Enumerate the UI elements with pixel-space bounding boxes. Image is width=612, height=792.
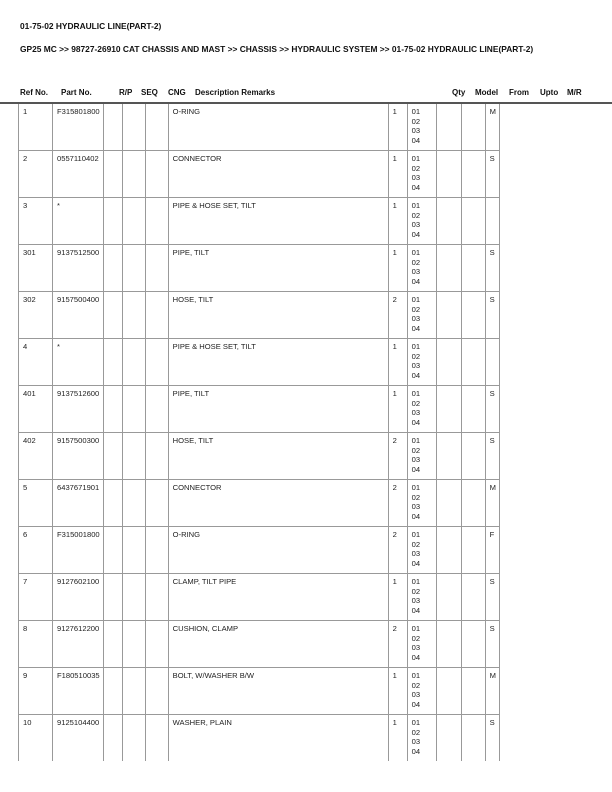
model-cell [407, 574, 436, 621]
description-cell: BOLT, W/WASHER B/W [168, 668, 388, 715]
part-no-cell: 9157500400 [53, 292, 104, 339]
header-qty: Qty [452, 88, 466, 97]
ref-cell: 10 [19, 715, 53, 762]
from-cell [436, 386, 461, 433]
description-cell: PIPE & HOSE SET, TILT [168, 339, 388, 386]
seq-cell [122, 574, 145, 621]
table-row [19, 527, 500, 574]
table-row [19, 668, 500, 715]
ref-cell: 401 [19, 386, 53, 433]
part-no-cell: F315001800 [53, 527, 104, 574]
qty-cell: 1 [388, 245, 407, 292]
ref-cell: 3 [19, 198, 53, 245]
model-code: 02 [411, 633, 421, 643]
model-code: 02 [411, 586, 421, 596]
rp-cell [103, 527, 122, 574]
header-mr: M/R [567, 88, 582, 97]
model-code: 02 [411, 210, 421, 220]
seq-cell [122, 480, 145, 527]
mr-cell [485, 339, 499, 386]
upto-cell [461, 480, 485, 527]
model-code: 03 [411, 455, 421, 465]
model-code: 03 [411, 737, 421, 747]
rp-cell [103, 104, 122, 151]
description-cell: O-RING [168, 527, 388, 574]
description-cell: CLAMP, TILT PIPE [168, 574, 388, 621]
cng-cell [145, 198, 168, 245]
part-no-cell: * [53, 198, 104, 245]
mr-cell [485, 198, 499, 245]
description-cell: CONNECTOR [168, 480, 388, 527]
from-cell [436, 245, 461, 292]
rp-cell [103, 339, 122, 386]
description-cell: WASHER, PLAIN [168, 715, 388, 762]
mr-cell: S [485, 574, 499, 621]
mr-cell: S [485, 292, 499, 339]
upto-cell [461, 715, 485, 762]
model-cell [407, 339, 436, 386]
mr-cell: M [485, 104, 499, 151]
qty-cell: 1 [388, 386, 407, 433]
description-cell: HOSE, TILT [168, 292, 388, 339]
header-desc: Description Remarks [195, 88, 276, 97]
model-code: 04 [411, 605, 421, 615]
table-row [19, 386, 500, 433]
model-code: 01 [411, 389, 421, 398]
model-code: 01 [411, 671, 421, 680]
table-row [19, 151, 500, 198]
cng-cell [145, 386, 168, 433]
model-code: 02 [411, 445, 421, 455]
model-code: 04 [411, 746, 421, 756]
ref-cell: 402 [19, 433, 53, 480]
mr-cell: S [485, 715, 499, 762]
model-code: 04 [411, 464, 421, 474]
ref-cell: 301 [19, 245, 53, 292]
qty-cell: 1 [388, 668, 407, 715]
ref-cell: 8 [19, 621, 53, 668]
model-code: 02 [411, 727, 421, 737]
model-code: 01 [411, 154, 421, 163]
part-no-cell: 9125104400 [53, 715, 104, 762]
qty-cell: 1 [388, 151, 407, 198]
table-row [19, 339, 500, 386]
upto-cell [461, 245, 485, 292]
upto-cell [461, 621, 485, 668]
seq-cell [122, 198, 145, 245]
model-code: 03 [411, 173, 421, 183]
seq-cell [122, 151, 145, 198]
header-from: From [509, 88, 529, 97]
part-no-cell: 9137512500 [53, 245, 104, 292]
ref-cell: 1 [19, 104, 53, 151]
model-cell [407, 151, 436, 198]
model-code: 02 [411, 539, 421, 549]
cng-cell [145, 151, 168, 198]
page-title: 01-75-02 HYDRAULIC LINE(PART-2) [20, 21, 162, 31]
model-code: 04 [411, 276, 421, 286]
model-code: 02 [411, 116, 421, 126]
rp-cell [103, 621, 122, 668]
model-code: 01 [411, 342, 421, 351]
ref-cell: 4 [19, 339, 53, 386]
rp-cell [103, 386, 122, 433]
upto-cell [461, 198, 485, 245]
from-cell [436, 433, 461, 480]
model-code: 01 [411, 483, 421, 492]
rp-cell [103, 574, 122, 621]
model-code: 01 [411, 530, 421, 539]
qty-cell: 1 [388, 715, 407, 762]
model-code: 01 [411, 248, 421, 257]
model-code: 01 [411, 201, 421, 210]
upto-cell [461, 668, 485, 715]
model-code: 02 [411, 492, 421, 502]
mr-cell: F [485, 527, 499, 574]
model-code: 04 [411, 511, 421, 521]
model-code: 04 [411, 135, 421, 145]
model-code: 01 [411, 107, 421, 116]
qty-cell: 2 [388, 621, 407, 668]
table-row [19, 433, 500, 480]
qty-cell: 2 [388, 433, 407, 480]
header-part: Part No. [61, 88, 92, 97]
from-cell [436, 104, 461, 151]
from-cell [436, 198, 461, 245]
seq-cell [122, 715, 145, 762]
from-cell [436, 339, 461, 386]
model-code: 03 [411, 408, 421, 418]
seq-cell [122, 292, 145, 339]
description-cell: CONNECTOR [168, 151, 388, 198]
part-no-cell: 9157500300 [53, 433, 104, 480]
model-code: 04 [411, 558, 421, 568]
part-no-cell: * [53, 339, 104, 386]
model-cell [407, 527, 436, 574]
model-code: 02 [411, 680, 421, 690]
from-cell [436, 668, 461, 715]
seq-cell [122, 433, 145, 480]
cng-cell [145, 621, 168, 668]
description-cell: PIPE, TILT [168, 386, 388, 433]
upto-cell [461, 292, 485, 339]
model-code: 04 [411, 229, 421, 239]
upto-cell [461, 574, 485, 621]
model-cell [407, 292, 436, 339]
model-code: 02 [411, 257, 421, 267]
upto-cell [461, 151, 485, 198]
cng-cell [145, 527, 168, 574]
cng-cell [145, 292, 168, 339]
description-cell: O-RING [168, 104, 388, 151]
from-cell [436, 527, 461, 574]
table-row [19, 198, 500, 245]
model-cell [407, 480, 436, 527]
cng-cell [145, 433, 168, 480]
from-cell [436, 621, 461, 668]
description-cell: HOSE, TILT [168, 433, 388, 480]
model-cell [407, 433, 436, 480]
seq-cell [122, 386, 145, 433]
model-code: 03 [411, 220, 421, 230]
part-no-cell: F315801800 [53, 104, 104, 151]
model-code: 01 [411, 295, 421, 304]
mr-cell: M [485, 480, 499, 527]
header-seq: SEQ [141, 88, 158, 97]
seq-cell [122, 104, 145, 151]
from-cell [436, 574, 461, 621]
rp-cell [103, 668, 122, 715]
qty-cell: 1 [388, 574, 407, 621]
upto-cell [461, 527, 485, 574]
qty-cell: 2 [388, 527, 407, 574]
model-code: 02 [411, 163, 421, 173]
header-ref: Ref No. [20, 88, 48, 97]
mr-cell: S [485, 386, 499, 433]
ref-cell: 6 [19, 527, 53, 574]
cng-cell [145, 245, 168, 292]
description-cell: PIPE, TILT [168, 245, 388, 292]
seq-cell [122, 339, 145, 386]
rp-cell [103, 151, 122, 198]
seq-cell [122, 621, 145, 668]
ref-cell: 9 [19, 668, 53, 715]
cng-cell [145, 668, 168, 715]
model-code: 03 [411, 643, 421, 653]
header-cng: CNG [168, 88, 186, 97]
mr-cell: S [485, 621, 499, 668]
header-rp: R/P [119, 88, 133, 97]
header-model: Model [475, 88, 499, 97]
model-code: 04 [411, 417, 421, 427]
model-code: 04 [411, 182, 421, 192]
model-code: 02 [411, 351, 421, 361]
model-code: 03 [411, 314, 421, 324]
seq-cell [122, 245, 145, 292]
breadcrumb: GP25 MC >> 98727-26910 CAT CHASSIS AND MAST >> CHASSIS >> HYDRAULIC SYSTEM >> 01-75-02 HYDRAULIC LINE(PART-2) [20, 44, 534, 54]
model-cell [407, 621, 436, 668]
part-no-cell: 9137512600 [53, 386, 104, 433]
ref-cell: 7 [19, 574, 53, 621]
ref-cell: 302 [19, 292, 53, 339]
model-code: 04 [411, 699, 421, 709]
rp-cell [103, 715, 122, 762]
qty-cell: 1 [388, 198, 407, 245]
model-code: 04 [411, 370, 421, 380]
qty-cell: 2 [388, 292, 407, 339]
model-code: 03 [411, 549, 421, 559]
upto-cell [461, 386, 485, 433]
table-row [19, 480, 500, 527]
model-code: 03 [411, 690, 421, 700]
table-row [19, 104, 500, 151]
model-cell [407, 104, 436, 151]
upto-cell [461, 433, 485, 480]
qty-cell: 2 [388, 480, 407, 527]
model-code: 01 [411, 624, 421, 633]
seq-cell [122, 527, 145, 574]
rp-cell [103, 480, 122, 527]
qty-cell: 1 [388, 339, 407, 386]
ref-cell: 5 [19, 480, 53, 527]
table-row [19, 292, 500, 339]
part-no-cell: 6437671901 [53, 480, 104, 527]
table-row [19, 574, 500, 621]
table-row [19, 245, 500, 292]
cng-cell [145, 339, 168, 386]
from-cell [436, 480, 461, 527]
upto-cell [461, 104, 485, 151]
parts-table [18, 104, 500, 761]
model-cell [407, 245, 436, 292]
description-cell: PIPE & HOSE SET, TILT [168, 198, 388, 245]
header-upto: Upto [540, 88, 559, 97]
mr-cell: S [485, 433, 499, 480]
rp-cell [103, 245, 122, 292]
part-no-cell: 9127602100 [53, 574, 104, 621]
table-row [19, 715, 500, 762]
seq-cell [122, 668, 145, 715]
model-code: 02 [411, 398, 421, 408]
mr-cell: S [485, 245, 499, 292]
cng-cell [145, 104, 168, 151]
model-code: 01 [411, 436, 421, 445]
rp-cell [103, 292, 122, 339]
cng-cell [145, 715, 168, 762]
cng-cell [145, 480, 168, 527]
ref-cell: 2 [19, 151, 53, 198]
mr-cell: S [485, 151, 499, 198]
model-code: 02 [411, 304, 421, 314]
model-cell [407, 715, 436, 762]
model-code: 03 [411, 361, 421, 371]
from-cell [436, 715, 461, 762]
model-code: 01 [411, 718, 421, 727]
model-code: 03 [411, 126, 421, 136]
model-code: 01 [411, 577, 421, 586]
model-code: 03 [411, 502, 421, 512]
from-cell [436, 151, 461, 198]
cng-cell [145, 574, 168, 621]
part-no-cell: F180510035 [53, 668, 104, 715]
model-code: 03 [411, 596, 421, 606]
rp-cell [103, 433, 122, 480]
model-cell [407, 668, 436, 715]
model-cell [407, 386, 436, 433]
model-code: 03 [411, 267, 421, 277]
upto-cell [461, 339, 485, 386]
model-code: 04 [411, 323, 421, 333]
part-no-cell: 9127612200 [53, 621, 104, 668]
rp-cell [103, 198, 122, 245]
description-cell: CUSHION, CLAMP [168, 621, 388, 668]
model-cell [407, 198, 436, 245]
model-code: 04 [411, 652, 421, 662]
qty-cell: 1 [388, 104, 407, 151]
from-cell [436, 292, 461, 339]
part-no-cell: 0557110402 [53, 151, 104, 198]
table-row [19, 621, 500, 668]
mr-cell: M [485, 668, 499, 715]
